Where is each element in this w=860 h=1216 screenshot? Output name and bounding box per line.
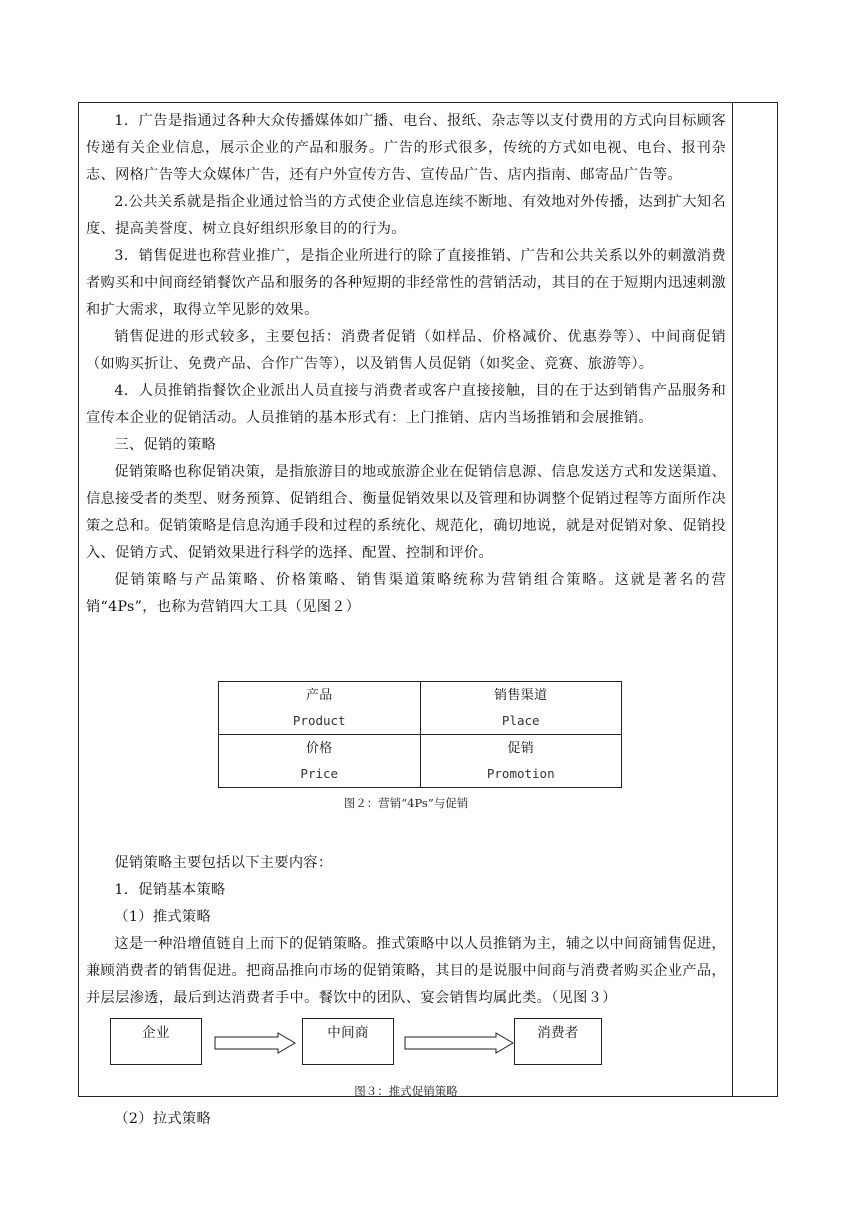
right-column-divider [732,103,733,1096]
cell-product-en: Product [292,713,346,728]
paragraph-push-strategy: 这是一种沿增值链自上而下的促销策略。推式策略中以人员推销为主，辅之以中间商铺售促进，兼顾消费者的销售促进。把商品推向市场的促销策略，其目的是说服中间商与消费者购买企业产品，并层层渗透，最后到达消费者手中。餐饮中的团队、宴会销售均属此类。（见图３） [86,936,726,1006]
cell-promotion-cn: 促销 [507,741,535,756]
figure-2-caption: 图２：营销“4Ps”与促销 [343,796,469,810]
paragraph-personal-selling: 4．人员推销指餐饮企业派出人员直接与消费者或客户直接接触，目的在于达到销售产品服务和宣传本企业的促销活动。人员推销的基本形式有：上门推销、店内当场推销和会展推销。 [86,383,726,426]
paragraph-sales-promotion-forms: 销售促进的形式较多，主要包括：消费者促销（如样品、价格减价、优惠券等）、中间商促销（如购买折让、免费产品、合作广告等），以及销售人员促销（如奖金、竞赛、旅游等）。 [86,329,726,372]
section-heading-promotion-strategy: 三、促销的策略 [114,437,217,453]
heading-pull-strategy: （2）拉式策略 [114,1111,211,1127]
figure-3-caption: 图３：推式促销策略 [354,1084,458,1098]
flow-box-enterprise: 企业 [110,1018,202,1065]
paragraph-strategy-contents: 促销策略主要包括以下主要内容： [114,855,333,871]
cell-promotion-en: Promotion [486,766,555,781]
cell-price-cn: 价格 [305,741,333,756]
flow-arrow-1 [214,1032,296,1054]
push-strategy-diagram [110,1018,726,1074]
cell-price [219,735,421,788]
flow-arrow-2 [404,1032,514,1054]
cell-place-cn: 销售渠道 [494,688,548,703]
heading-push-strategy: （1）推式策略 [114,909,211,925]
document-content [86,108,726,1133]
cell-place [420,682,622,735]
paragraph-marketing-mix: 促销策略与产品策略、价格策略、销售渠道策略统称为营销组合策略。这就是著名的营销“4Ps”，也称为营销四大工具（见图２） [86,572,726,615]
flow-box-middleman: 中间商 [302,1018,394,1065]
cell-product [219,682,421,735]
paragraph-advertising: 1．广告是指通过各种大众传播媒体如广播、电台、报纸、杂志等以支付费用的方式向目标顾客传递有关企业信息，展示企业的产品和服务。广告的形式很多，传统的方式如电视、电台、报刊杂志、网格广告等大众媒体广告，还有户外宣传方告、宣传品广告、店内指南、邮寄品广告等。 [86,113,726,183]
cell-place-en: Place [501,713,540,728]
paragraph-sales-promotion: 3．销售促进也称营业推广，是指企业所进行的除了直接推销、广告和公共关系以外的刺激消费者购买和中间商经销餐饮产品和服务的各种短期的非经常性的营销活动，其目的在于短期内迅速刺激和扩大需求，取得立竿见影的效果。 [86,248,726,318]
four-ps-table [218,681,622,788]
flow-box-consumer: 消费者 [514,1018,602,1065]
cell-product-cn: 产品 [305,688,333,703]
cell-promotion [420,735,622,788]
cell-price-en: Price [300,766,339,781]
paragraph-promotion-strategy: 促销策略也称促销决策，是指旅游目的地或旅游企业在促销信息源、信息发送方式和发送渠道、信息接受者的类型、财务预算、促销组合、衡量促销效果以及管理和协调整个促销过程等方面所作决策之总和。促销策略是信息沟通手段和过程的系统化、规范化，确切地说，就是对促销对象、促销投入、促销方式、促销效果进行科学的选择、配置、控制和评价。 [86,464,726,561]
heading-basic-strategy: 1．促销基本策略 [114,882,226,898]
paragraph-public-relations: 2.公共关系就是指企业通过恰当的方式使企业信息连续不断地、有效地对外传播，达到扩大知名度、提高美誉度、树立良好组织形象目的的行为。 [86,194,726,237]
